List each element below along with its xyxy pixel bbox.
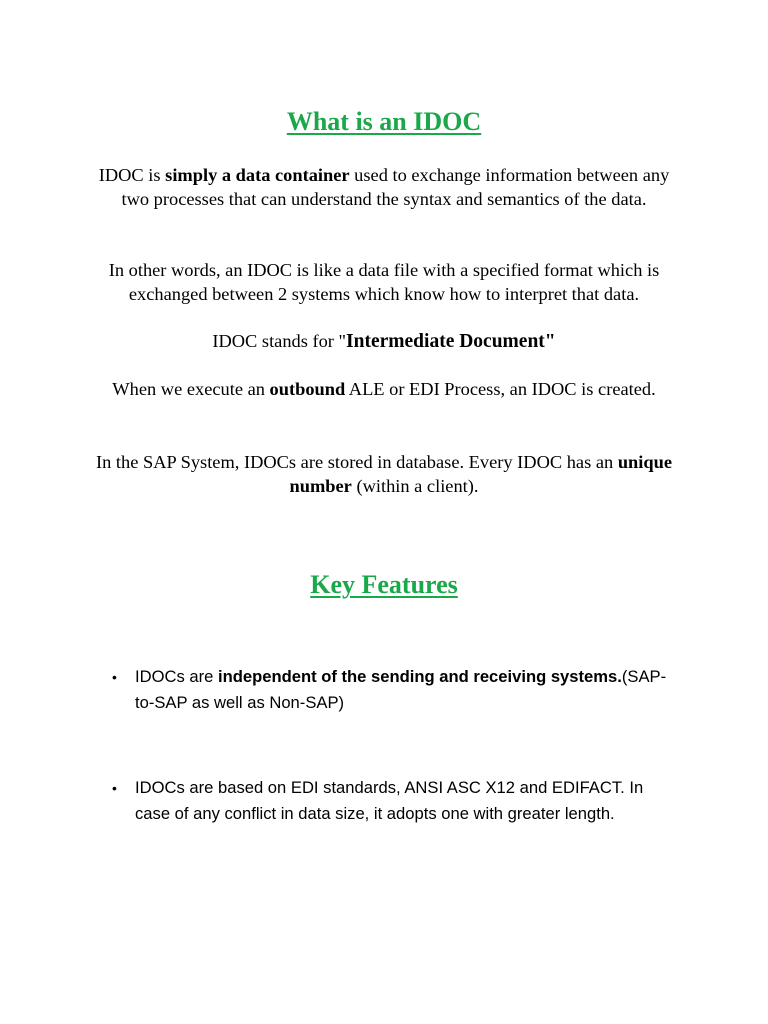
paragraph-text: When we execute an — [112, 379, 270, 399]
paragraph-text: used to exchange information between any two processes that can understand the syntax and semantics of the data. — [121, 165, 670, 209]
paragraph-stands-for — [84, 329, 684, 354]
section-title-key-features: Key Features — [310, 570, 458, 599]
paragraph-text: ALE or EDI Process, an IDOC is created. — [345, 379, 656, 399]
paragraph-text: (within a client). — [351, 476, 479, 496]
paragraph-storage — [84, 450, 684, 498]
bold-phrase: outbound — [269, 379, 346, 399]
bold-phrase: independent of the sending and receiving systems. — [218, 667, 622, 686]
list-item-text — [135, 664, 675, 716]
list-item-text-part: (SAP-to-SAP as well as Non-SAP) — [135, 667, 667, 712]
section-title-what-is-idoc: What is an IDOC — [286, 107, 482, 136]
list-item-text: IDOCs are based on EDI standards, ANSI ASC X12 and EDIFACT. In case of any conflict in data size, it adopts one with greater length. — [135, 778, 644, 823]
paragraph-outbound — [84, 377, 684, 401]
list-item-text-part: IDOCs are — [135, 667, 218, 686]
paragraph-other-words: In other words, an IDOC is like a data file with a specified format which is exchanged between 2 systems which know how to interpret that data. — [108, 260, 660, 304]
bullet-marker: • — [112, 669, 117, 685]
paragraph-definition — [84, 163, 684, 211]
paragraph-text: IDOC is — [98, 165, 166, 185]
paragraph-text: In the SAP System, IDOCs are stored in database. Every IDOC has an — [95, 452, 618, 472]
paragraph-text: IDOC stands for " — [212, 331, 347, 351]
bold-phrase: Intermediate Document" — [346, 331, 556, 352]
bold-phrase: unique number — [289, 452, 672, 496]
bold-phrase: simply a data container — [165, 165, 350, 185]
bullet-marker: • — [112, 780, 117, 796]
